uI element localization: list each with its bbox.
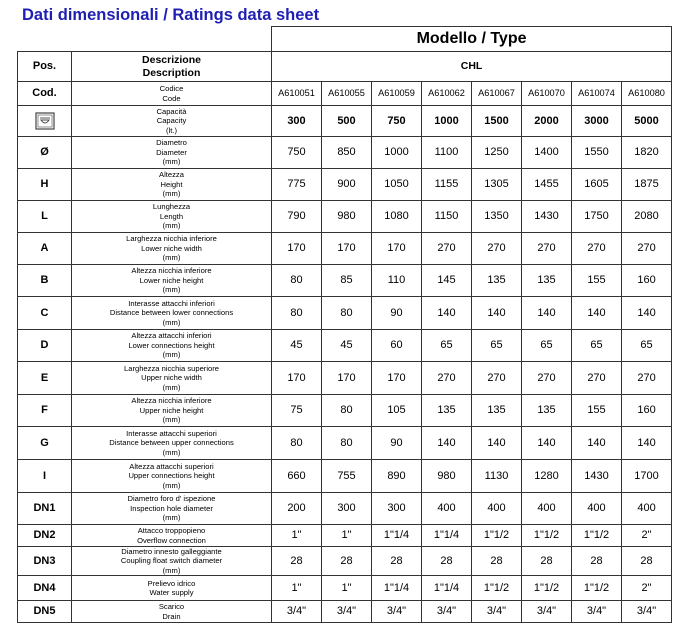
code-description-line: Codice [159,84,184,94]
value-cell: 80 [272,265,322,297]
table-row [18,330,672,362]
description-line: Distance between lower connections [109,308,234,318]
description-line: Coupling float switch diameter [120,556,223,566]
value-cell: 1" [322,576,372,601]
value-cell: 1350 [472,201,522,233]
value-cell: 140 [422,297,472,330]
value-cell: 140 [572,297,622,330]
value-cell: 135 [472,265,522,297]
description-line: Overflow connection [137,535,206,545]
table-row [18,525,672,547]
value-cell: 1250 [472,137,522,169]
description-line: Altezza nicchia inferiore [131,396,212,406]
table-row [18,460,672,493]
value-cell: 1"1/2 [522,525,572,547]
pos-cell: DN2 [18,525,72,547]
description-line: Diameter [156,147,187,157]
value-cell: 1050 [372,169,422,201]
value-cell: 90 [372,297,422,330]
value-cell: 3000 [572,106,622,137]
description-line: Larghezza nicchia superiore [124,363,219,373]
description-cell [72,169,272,201]
value-cell: 85 [322,265,372,297]
pos-cell: DN3 [18,547,72,576]
description-line: Altezza attacchi superiori [129,461,214,471]
value-cell: 140 [622,427,672,460]
value-cell: 300 [322,493,372,525]
pos-cell: F [18,395,72,427]
table-row [18,395,672,427]
description-header [72,52,272,82]
description-line: (mm) [162,157,181,167]
model-code-cell: A610062 [422,82,472,106]
pos-cell: Ø [18,137,72,169]
value-cell: 2000 [522,106,572,137]
code-description-line: Code [162,93,181,103]
model-code-cell: A610067 [472,82,522,106]
description-line: Scarico [158,602,185,612]
value-cell: 400 [622,493,672,525]
value-cell: 60 [372,330,422,362]
value-cell: 1305 [472,169,522,201]
value-cell: 900 [322,169,372,201]
description-cell [72,106,272,137]
value-cell: 170 [322,233,372,265]
value-cell: 80 [272,427,322,460]
value-cell: 850 [322,137,372,169]
table-row [18,362,672,395]
description-line: Capacità [156,106,187,116]
page-title: Dati dimensionali / Ratings data sheet [22,6,320,24]
pos-cell: H [18,169,72,201]
value-cell: 145 [422,265,472,297]
value-cell: 140 [472,427,522,460]
description-line: Attacco troppopieno [137,526,206,536]
value-cell: 1430 [522,201,572,233]
table-row [18,169,672,201]
value-cell: 1000 [372,137,422,169]
value-cell: 980 [322,201,372,233]
value-cell: 1"1/4 [372,576,422,601]
value-cell: 155 [572,265,622,297]
model-code-cell: A610080 [622,82,672,106]
value-cell: 2" [622,525,672,547]
description-header-en: Description [142,66,201,79]
description-cell [72,601,272,623]
description-line: Diametro [156,138,187,148]
value-cell: 170 [372,362,422,395]
pos-cell: B [18,265,72,297]
value-cell: 980 [422,460,472,493]
value-cell: 1700 [622,460,672,493]
description-line: Lower niche width [141,243,202,253]
value-cell: 270 [522,362,572,395]
table-row [18,201,672,233]
value-cell: 80 [322,297,372,330]
value-cell: 1100 [422,137,472,169]
value-cell: 1400 [522,137,572,169]
description-cell [72,460,272,493]
value-cell: 28 [472,547,522,576]
table-row [18,106,672,137]
value-cell: 790 [272,201,322,233]
value-cell: 170 [372,233,422,265]
value-cell: 1550 [572,137,622,169]
value-cell: 1605 [572,169,622,201]
value-cell: 160 [622,265,672,297]
description-cell [72,297,272,330]
code-description [72,82,272,106]
value-cell: 270 [572,233,622,265]
pos-cell: I [18,460,72,493]
pos-header: Pos. [18,52,72,82]
description-line: Altezza attacchi inferiori [131,331,212,341]
capacity-icon-cell [18,106,72,137]
value-cell: 135 [472,395,522,427]
table-row [18,427,672,460]
table-row [18,297,672,330]
value-cell: 28 [372,547,422,576]
pos-cell: DN1 [18,493,72,525]
value-cell: 3/4" [322,601,372,623]
value-cell: 1"1/2 [572,525,622,547]
description-cell [72,395,272,427]
ratings-table [17,26,672,623]
value-cell: 140 [622,297,672,330]
description-cell [72,493,272,525]
description-header-row [18,52,672,82]
description-cell [72,547,272,576]
value-cell: 1875 [622,169,672,201]
value-cell: 140 [472,297,522,330]
description-line: Diametro innesto galleggiante [121,547,222,556]
value-cell: 28 [322,547,372,576]
value-cell: 1"1/4 [372,525,422,547]
value-cell: 270 [422,233,472,265]
value-cell: 1" [272,525,322,547]
value-cell: 135 [522,265,572,297]
value-cell: 1" [322,525,372,547]
value-cell: 155 [572,395,622,427]
description-line: (mm) [162,565,181,575]
value-cell: 140 [522,297,572,330]
description-line: Drain [162,611,181,621]
value-cell: 140 [422,427,472,460]
value-cell: 3/4" [272,601,322,623]
value-cell: 80 [322,427,372,460]
value-cell: 90 [372,427,422,460]
tank-capacity-icon [35,112,55,130]
value-cell: 270 [422,362,472,395]
value-cell: 1455 [522,169,572,201]
value-cell: 135 [522,395,572,427]
value-cell: 170 [272,362,322,395]
description-line: Altezza [159,170,184,180]
description-line: (mm) [162,513,181,523]
description-cell [72,576,272,601]
value-cell: 28 [622,547,672,576]
description-line: (mm) [162,189,181,199]
value-cell: 1000 [422,106,472,137]
value-cell: 28 [572,547,622,576]
description-cell [72,525,272,547]
description-line: Upper niche width [141,373,202,383]
model-type-header: Modello / Type [272,27,672,52]
description-line: Prelievo idrico [147,578,196,588]
value-cell: 65 [422,330,472,362]
value-cell: 1"1/4 [422,525,472,547]
description-line: (mm) [162,447,181,457]
value-cell: 400 [522,493,572,525]
value-cell: 1430 [572,460,622,493]
table-row [18,137,672,169]
model-code-cell: A610070 [522,82,572,106]
description-cell [72,201,272,233]
value-cell: 270 [572,362,622,395]
description-line: (lt.) [166,125,177,135]
pos-cell: D [18,330,72,362]
model-code-cell: A610055 [322,82,372,106]
value-cell: 80 [322,395,372,427]
description-line: (mm) [162,382,181,392]
value-cell: 3/4" [422,601,472,623]
value-cell: 28 [522,547,572,576]
value-cell: 500 [322,106,372,137]
value-cell: 65 [622,330,672,362]
model-header-row [18,27,672,52]
pos-cell: DN5 [18,601,72,623]
description-line: (mm) [162,480,181,490]
code-row [18,82,672,106]
description-line: Upper connections height [128,471,215,481]
value-cell: 170 [272,233,322,265]
value-cell: 3/4" [622,601,672,623]
table-row [18,601,672,623]
value-cell: 270 [622,362,672,395]
value-cell: 3/4" [472,601,522,623]
value-cell: 1"1/2 [572,576,622,601]
value-cell: 1"1/4 [422,576,472,601]
value-cell: 300 [372,493,422,525]
value-cell: 45 [322,330,372,362]
description-line: (mm) [162,415,181,425]
value-cell: 45 [272,330,322,362]
value-cell: 75 [272,395,322,427]
value-cell: 775 [272,169,322,201]
value-cell: 1080 [372,201,422,233]
description-line: Interasse attacchi superiori [126,428,217,438]
pos-cell: E [18,362,72,395]
series-header: CHL [272,52,672,82]
value-cell: 270 [472,362,522,395]
model-code-cell: A610074 [572,82,622,106]
value-cell: 1500 [472,106,522,137]
value-cell: 750 [272,137,322,169]
pos-cell: DN4 [18,576,72,601]
value-cell: 3/4" [522,601,572,623]
table-row [18,233,672,265]
value-cell: 1" [272,576,322,601]
value-cell: 270 [622,233,672,265]
value-cell: 1"1/2 [472,525,522,547]
pos-cell: C [18,297,72,330]
description-line: Inspection hole diameter [130,503,213,513]
description-header-it: Descrizione [142,54,201,67]
value-cell: 300 [272,106,322,137]
description-line: Diametro foro d' ispezione [127,494,216,504]
description-line: Lower connections height [128,340,215,350]
description-cell [72,427,272,460]
value-cell: 140 [522,427,572,460]
value-cell: 890 [372,460,422,493]
value-cell: 105 [372,395,422,427]
description-line: Height [160,179,183,189]
description-line: Water supply [149,588,194,598]
description-cell [72,330,272,362]
value-cell: 80 [272,297,322,330]
value-cell: 65 [522,330,572,362]
description-line: Capacity [156,116,187,126]
description-line: Lunghezza [152,202,191,212]
value-cell: 1750 [572,201,622,233]
pos-cell: G [18,427,72,460]
description-line: Larghezza nicchia inferiore [126,234,217,244]
value-cell: 270 [522,233,572,265]
table-row [18,547,672,576]
description-line: Lower niche height [139,275,204,285]
value-cell: 110 [372,265,422,297]
value-cell: 65 [572,330,622,362]
value-cell: 1130 [472,460,522,493]
value-cell: 270 [472,233,522,265]
value-cell: 1820 [622,137,672,169]
pos-cell: L [18,201,72,233]
description-line: Upper niche height [139,405,204,415]
value-cell: 2080 [622,201,672,233]
description-line: (mm) [162,253,181,263]
model-code-cell: A610051 [272,82,322,106]
value-cell: 200 [272,493,322,525]
description-line: Length [159,211,184,221]
description-cell [72,362,272,395]
description-cell [72,265,272,297]
value-cell: 400 [572,493,622,525]
value-cell: 1150 [422,201,472,233]
value-cell: 28 [422,547,472,576]
value-cell: 5000 [622,106,672,137]
value-cell: 3/4" [572,601,622,623]
value-cell: 65 [472,330,522,362]
value-cell: 1280 [522,460,572,493]
description-line: (mm) [162,317,181,327]
description-cell [72,137,272,169]
value-cell: 755 [322,460,372,493]
table-row [18,576,672,601]
value-cell: 1155 [422,169,472,201]
model-code-cell: A610059 [372,82,422,106]
table-row [18,493,672,525]
value-cell: 3/4" [372,601,422,623]
value-cell: 135 [422,395,472,427]
description-line: Altezza nicchia inferiore [131,266,212,276]
table-row [18,265,672,297]
value-cell: 1"1/2 [472,576,522,601]
value-cell: 400 [422,493,472,525]
value-cell: 2" [622,576,672,601]
description-line: Distance between upper connections [109,438,234,448]
value-cell: 1"1/2 [522,576,572,601]
value-cell: 660 [272,460,322,493]
description-cell [72,233,272,265]
pos-cell: A [18,233,72,265]
value-cell: 400 [472,493,522,525]
value-cell: 160 [622,395,672,427]
description-line: (mm) [162,221,181,231]
value-cell: 750 [372,106,422,137]
value-cell: 28 [272,547,322,576]
value-cell: 170 [322,362,372,395]
description-line: Interasse attacchi inferiori [128,298,215,308]
value-cell: 140 [572,427,622,460]
description-line: (mm) [162,285,181,295]
description-line: (mm) [162,350,181,360]
cod-header: Cod. [18,82,72,106]
